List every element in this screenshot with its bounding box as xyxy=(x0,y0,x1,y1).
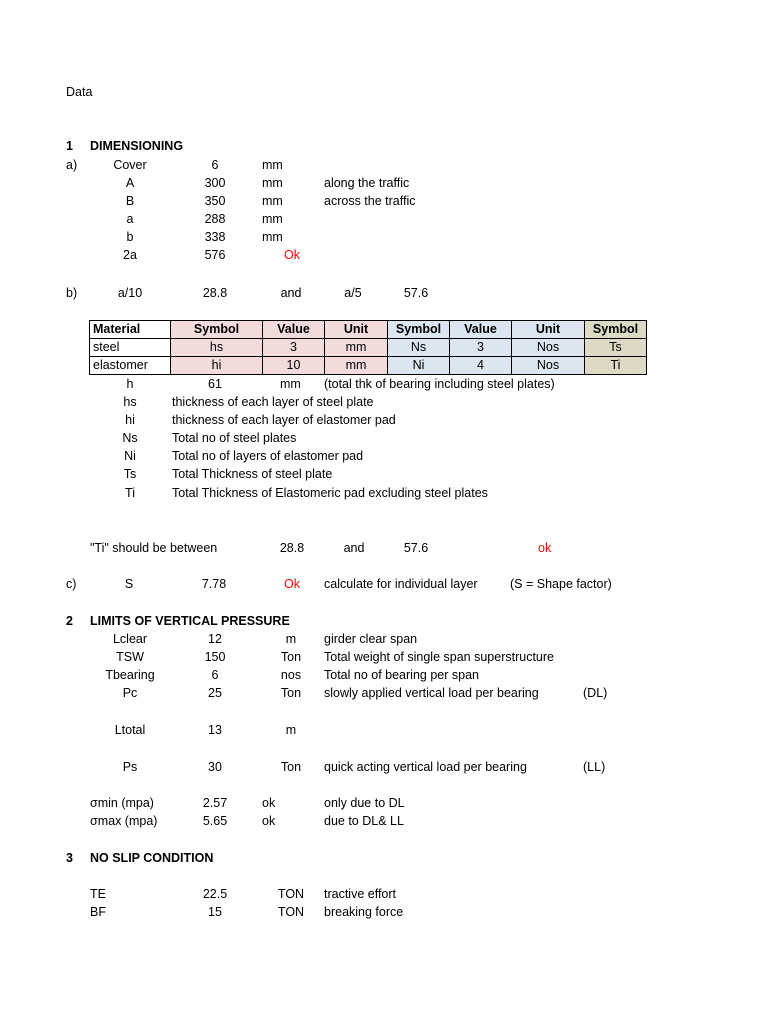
definition-symbol: hi xyxy=(125,413,135,427)
cell-symbol: hs xyxy=(171,339,263,357)
shape-factor-definition: (S = Shape factor) xyxy=(510,577,612,591)
part-b-label: b) xyxy=(66,286,78,300)
page-title: Data xyxy=(66,85,93,99)
pressure-unit: nos xyxy=(280,668,302,682)
cell-symbol: Ni xyxy=(388,357,450,375)
shape-factor-note: calculate for individual layer xyxy=(324,577,478,591)
sigma-value: 5.65 xyxy=(202,814,228,828)
load-tag: (LL) xyxy=(583,760,606,774)
dim-name: a xyxy=(126,212,134,226)
dim-value: 288 xyxy=(204,212,226,226)
dim-value: 300 xyxy=(204,176,226,190)
material-table xyxy=(89,320,647,375)
header-value: Value xyxy=(263,321,325,339)
h-value: 61 xyxy=(208,377,222,391)
pressure-name: TSW xyxy=(116,650,144,664)
definition-symbol: hs xyxy=(123,395,137,409)
cell-unit: Nos xyxy=(512,339,585,357)
pressure-value: 30 xyxy=(208,760,222,774)
and-text: and xyxy=(280,286,302,300)
table-header-row xyxy=(90,321,647,339)
pressure-note: Total weight of single span superstructure xyxy=(324,650,554,664)
dim-name: b xyxy=(126,230,134,244)
section-3-number: 3 xyxy=(66,851,73,865)
dim-unit: mm xyxy=(262,212,283,226)
h-unit: mm xyxy=(280,377,301,391)
sigma-status: ok xyxy=(262,796,276,810)
pressure-unit: Ton xyxy=(280,760,302,774)
table-row xyxy=(90,357,647,375)
definition-text: thickness of each layer of elastomer pad xyxy=(172,413,396,427)
cell-symbol: Ti xyxy=(585,357,647,375)
sigma-name: σmin (mpa) xyxy=(90,796,154,810)
sigma-name: σmax (mpa) xyxy=(90,814,158,828)
shape-factor-value: 7.78 xyxy=(201,577,227,591)
pressure-note: girder clear span xyxy=(324,632,418,646)
dim-value: 350 xyxy=(204,194,226,208)
ratio-a10-value: 28.8 xyxy=(202,286,228,300)
cell-unit: Nos xyxy=(512,357,585,375)
pressure-name: Lclear xyxy=(112,632,148,646)
slip-name: TE xyxy=(90,887,106,901)
slip-value: 22.5 xyxy=(202,887,228,901)
cell-value: 3 xyxy=(263,339,325,357)
ti-check-high: 57.6 xyxy=(403,541,429,555)
slip-name: BF xyxy=(90,905,106,919)
pressure-name: Tbearing xyxy=(105,668,155,682)
cell-value: 10 xyxy=(263,357,325,375)
pressure-unit: Ton xyxy=(280,686,302,700)
section-2-number: 2 xyxy=(66,614,73,628)
cell-symbol: hi xyxy=(171,357,263,375)
slip-note: tractive effort xyxy=(324,887,397,901)
sigma-note: due to DL& LL xyxy=(324,814,404,828)
dim-unit: mm xyxy=(262,230,283,244)
header-unit: Unit xyxy=(325,321,388,339)
definition-symbol: Ti xyxy=(125,486,135,500)
slip-note: breaking force xyxy=(324,905,404,919)
definition-text: Total Thickness of Elastomeric pad excluding steel plates xyxy=(172,486,488,500)
status-ok: Ok xyxy=(284,248,300,262)
h-name: h xyxy=(126,377,134,391)
dim-note: along the traffic xyxy=(324,176,410,190)
sigma-status: ok xyxy=(262,814,276,828)
definition-symbol: Ni xyxy=(124,449,136,463)
header-symbol: Symbol xyxy=(388,321,450,339)
pressure-value: 25 xyxy=(208,686,222,700)
part-a-label: a) xyxy=(66,158,78,172)
dim-value: 338 xyxy=(204,230,226,244)
dim-value: 576 xyxy=(204,248,226,262)
pressure-value: 6 xyxy=(211,668,219,682)
slip-unit: TON xyxy=(277,887,305,901)
definition-text: thickness of each layer of steel plate xyxy=(172,395,374,409)
definition-text: Total no of layers of elastomer pad xyxy=(172,449,364,463)
slip-value: 15 xyxy=(208,905,222,919)
status-ok: Ok xyxy=(284,577,300,591)
pressure-note: quick acting vertical load per bearing xyxy=(324,760,527,774)
sigma-note: only due to DL xyxy=(324,796,405,810)
dim-name: B xyxy=(125,194,135,208)
pressure-name: Pc xyxy=(122,686,138,700)
ti-check-low: 28.8 xyxy=(279,541,305,555)
header-material: Material xyxy=(90,321,171,339)
table-row xyxy=(90,339,647,357)
cell-symbol: Ns xyxy=(388,339,450,357)
cell-unit: mm xyxy=(325,339,388,357)
header-unit: Unit xyxy=(512,321,585,339)
definition-symbol: Ts xyxy=(123,467,137,481)
ratio-a5-label: a/5 xyxy=(344,286,362,300)
ratio-a5-value: 57.6 xyxy=(403,286,429,300)
dim-unit: mm xyxy=(262,158,283,172)
slip-unit: TON xyxy=(277,905,305,919)
and-text: and xyxy=(343,541,365,555)
cell-value: 4 xyxy=(450,357,512,375)
cell-material: steel xyxy=(90,339,171,357)
dim-unit: mm xyxy=(262,194,283,208)
pressure-unit: m xyxy=(285,723,297,737)
definition-text: Total Thickness of steel plate xyxy=(172,467,333,481)
ti-check-text: "Ti" should be between xyxy=(90,541,218,555)
section-1-heading: DIMENSIONING xyxy=(90,139,184,153)
pressure-name: Ltotal xyxy=(114,723,146,737)
dim-note: across the traffic xyxy=(324,194,416,208)
part-c-label: c) xyxy=(66,577,77,591)
sigma-value: 2.57 xyxy=(202,796,228,810)
pressure-value: 13 xyxy=(208,723,222,737)
load-tag: (DL) xyxy=(583,686,608,700)
h-note: (total thk of bearing including steel plates) xyxy=(324,377,555,391)
section-2-heading: LIMITS OF VERTICAL PRESSURE xyxy=(90,614,290,628)
pressure-unit: Ton xyxy=(280,650,302,664)
ratio-a10-label: a/10 xyxy=(117,286,143,300)
pressure-name: Ps xyxy=(122,760,138,774)
definition-text: Total no of steel plates xyxy=(172,431,297,445)
section-3-heading: NO SLIP CONDITION xyxy=(90,851,214,865)
status-ok: ok xyxy=(538,541,552,555)
cell-material: elastomer xyxy=(90,357,171,375)
shape-factor-name: S xyxy=(124,577,134,591)
header-symbol: Symbol xyxy=(585,321,647,339)
section-1-number: 1 xyxy=(66,139,73,153)
dim-unit: mm xyxy=(262,176,283,190)
definition-symbol: Ns xyxy=(122,431,138,445)
pressure-value: 150 xyxy=(204,650,226,664)
pressure-unit: m xyxy=(285,632,297,646)
pressure-note: Total no of bearing per span xyxy=(324,668,479,682)
pressure-note: slowly applied vertical load per bearing xyxy=(324,686,539,700)
dim-name: 2a xyxy=(123,248,137,262)
cell-symbol: Ts xyxy=(585,339,647,357)
pressure-value: 12 xyxy=(208,632,222,646)
dim-name: A xyxy=(125,176,135,190)
dim-name: Cover xyxy=(113,158,147,172)
cell-value: 3 xyxy=(450,339,512,357)
cell-unit: mm xyxy=(325,357,388,375)
dim-value: 6 xyxy=(211,158,219,172)
header-symbol: Symbol xyxy=(171,321,263,339)
header-value: Value xyxy=(450,321,512,339)
